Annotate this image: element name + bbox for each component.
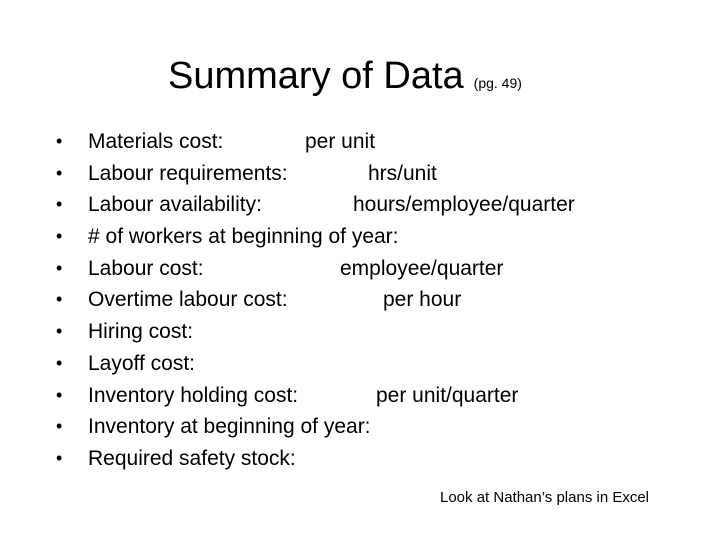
list-item <box>0 158 720 190</box>
item-unit: per hour <box>383 288 462 312</box>
bullet-icon: • <box>56 226 63 247</box>
bullet-icon: • <box>56 162 63 183</box>
item-label: Labour availability: <box>88 193 262 217</box>
item-label: # of workers at beginning of year: <box>88 225 399 249</box>
item-label: Layoff cost: <box>88 351 196 375</box>
item-unit: per unit/quarter <box>376 383 519 407</box>
bullet-icon: • <box>56 257 63 278</box>
title-page-reference: (pg. 49) <box>473 75 522 91</box>
list-item <box>0 221 720 253</box>
bullet-icon: • <box>56 384 63 405</box>
item-label: Materials cost: <box>88 130 224 153</box>
slide-title <box>168 54 522 98</box>
item-label: Labour requirements: <box>88 161 288 185</box>
bullet-icon: • <box>56 289 63 310</box>
item-label: Required safety stock: <box>88 446 296 470</box>
list-item <box>0 316 720 348</box>
item-label: Hiring cost: <box>88 320 194 344</box>
item-unit: hrs/unit <box>368 161 437 185</box>
list-item <box>0 380 720 412</box>
item-label: Overtime labour cost: <box>88 288 288 312</box>
bullet-icon: • <box>56 131 63 151</box>
bullet-icon: • <box>56 321 63 342</box>
item-unit: employee/quarter <box>340 256 504 280</box>
bullet-icon: • <box>56 194 63 215</box>
list-item <box>0 253 720 285</box>
title-text: Summary of Data <box>168 55 464 97</box>
bullet-icon: • <box>56 447 63 468</box>
excel-plans-link[interactable]: Look at Nathan’s plans in Excel <box>440 489 650 506</box>
list-item <box>0 284 720 316</box>
data-summary-list <box>0 126 720 475</box>
list-item <box>0 443 720 475</box>
list-item <box>0 189 720 221</box>
list-item <box>0 411 720 443</box>
item-label: Inventory holding cost: <box>88 383 299 407</box>
bullet-icon: • <box>56 352 63 373</box>
item-unit: per unit <box>305 130 376 153</box>
item-unit: hours/employee/quarter <box>353 193 575 217</box>
list-item <box>0 126 720 158</box>
item-label: Inventory at beginning of year: <box>88 415 371 439</box>
list-item <box>0 348 720 380</box>
item-label: Labour cost: <box>88 256 204 280</box>
bullet-icon: • <box>56 416 63 437</box>
